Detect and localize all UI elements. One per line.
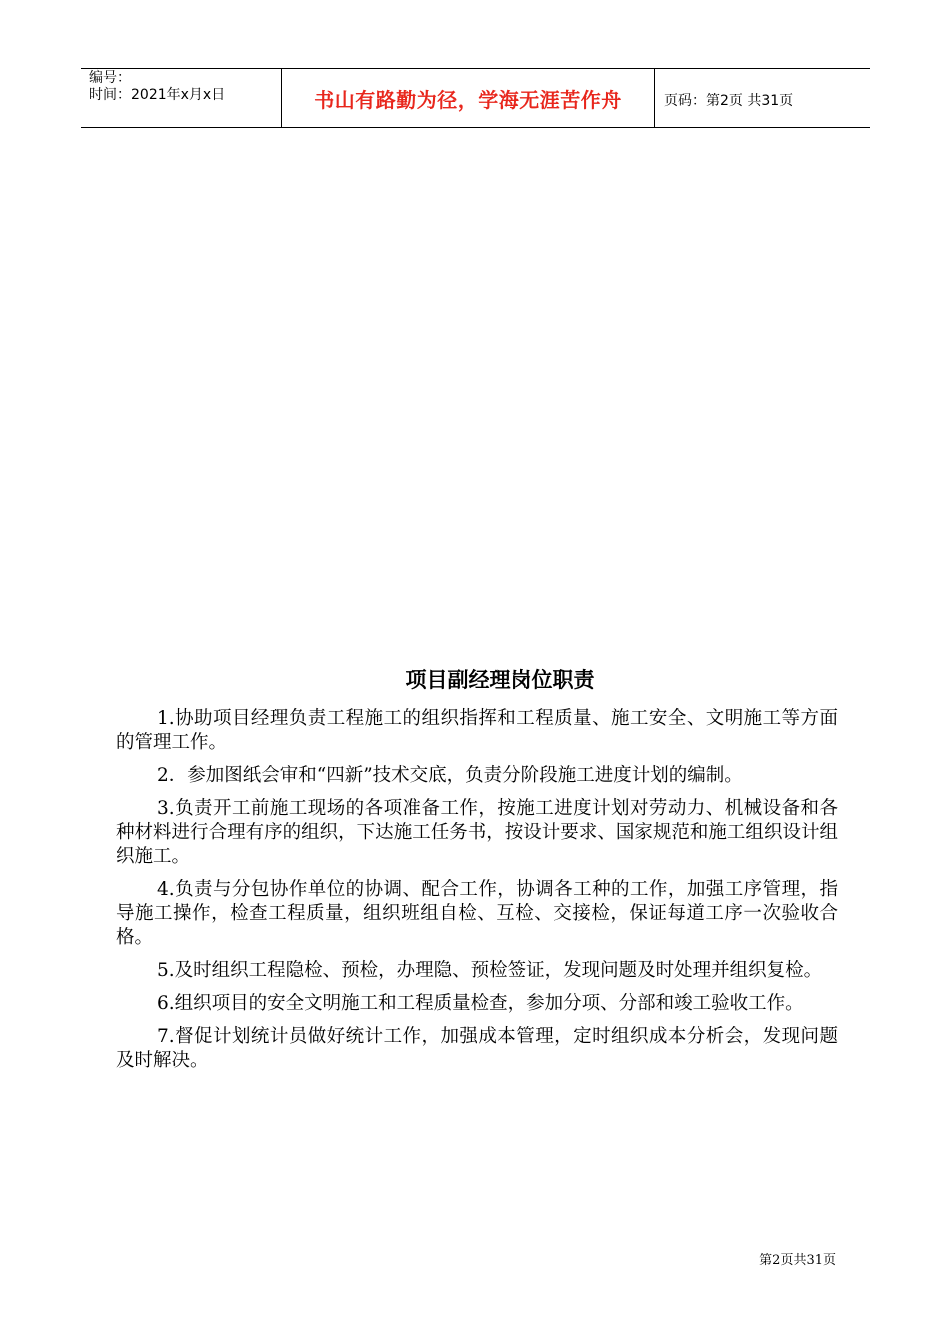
page-header xyxy=(81,68,870,128)
paragraph: 1.协助项目经理负责工程施工的组织指挥和工程质量、施工安全、文明施工等方面的管理工作。 xyxy=(116,708,838,753)
header-motto: 书山有路勤为径，学海无涯苦作舟 xyxy=(281,69,655,127)
paragraph: 6.组织项目的安全文明施工和工程质量检查，参加分项、分部和竣工验收工作。 xyxy=(157,993,804,1014)
paragraph: 3.负责开工前施工现场的各项准备工作，按施工进度计划对劳动力、机械设备和各种材料进行合理有序的组织，下达施工任务书，按设计要求、国家规范和施工组织设计组织施工。 xyxy=(116,798,838,867)
header-page-info: 页码：第2页 共31页 xyxy=(664,92,794,109)
paragraph: 2．参加图纸会审和“四新”技术交底，负责分阶段施工进度计划的编制。 xyxy=(157,765,743,786)
document-title: 项目副经理岗位职责 xyxy=(405,668,595,692)
document-date-label: 时间：2021年x月x日 xyxy=(89,87,226,103)
paragraph: 4.负责与分包协作单位的协调、配合工作，协调各工种的工作，加强工序管理，指导施工操作，检查工程质量，组织班组自检、互检、交接检，保证每道工序一次验收合格。 xyxy=(116,879,838,948)
paragraph: 7.督促计划统计员做好统计工作，加强成本管理，定时组织成本分析会，发现问题及时解决。 xyxy=(116,1026,838,1071)
document-number-label: 编号： xyxy=(89,70,131,86)
page-footer: 第2页共31页 xyxy=(759,1253,836,1268)
header-meta xyxy=(81,69,281,127)
document-body xyxy=(116,707,838,1082)
paragraph: 5.及时组织工程隐检、预检，办理隐、预检签证，发现问题及时处理并组织复检。 xyxy=(157,960,823,981)
